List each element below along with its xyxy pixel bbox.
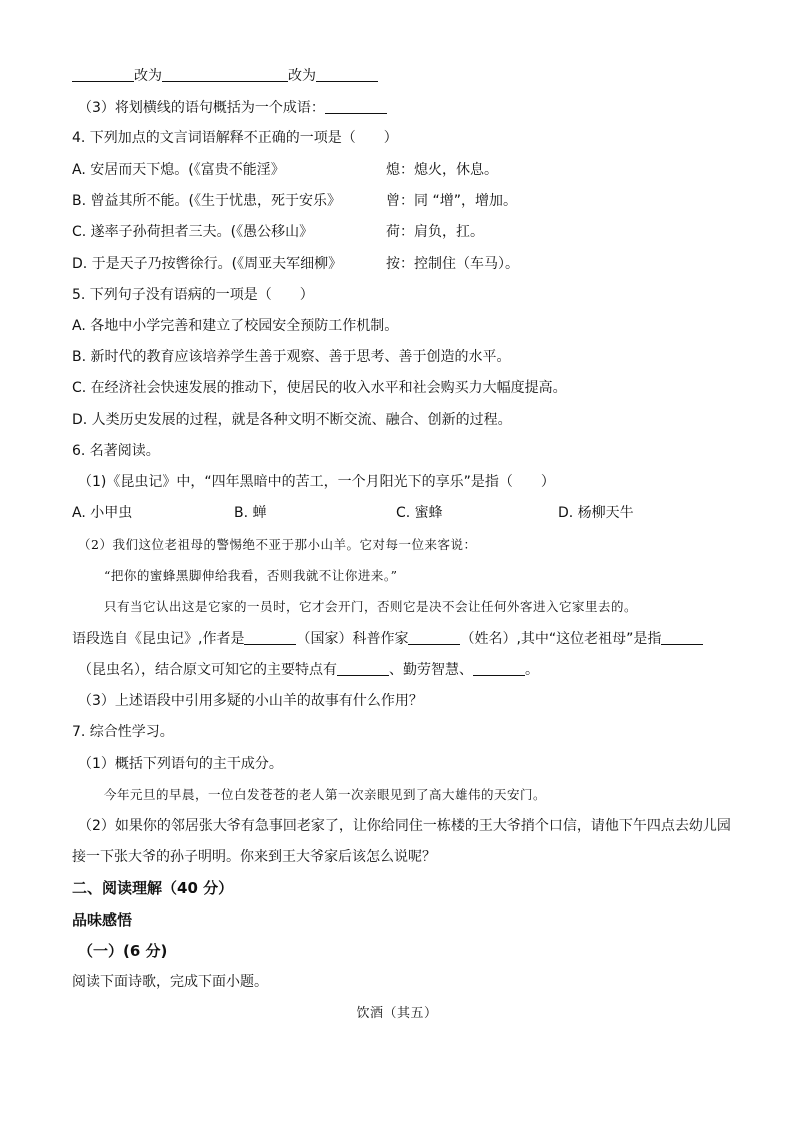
blank bbox=[337, 660, 389, 676]
part-heading: （一）(6 分) bbox=[78, 942, 168, 960]
q4-option-d bbox=[72, 254, 519, 274]
choice-d: D. 杨柳天牛 bbox=[558, 505, 634, 521]
q6-quote: “把你的蜜蜂黑脚伸给我看，否则我就不让你进来。” bbox=[104, 568, 398, 583]
rewrite-line bbox=[72, 66, 378, 86]
option-text: B. 曾益其所不能。(《生于忧患，死于安乐》 bbox=[72, 193, 341, 209]
poem-title: 饮酒（其五） bbox=[356, 1006, 438, 1021]
fill-text: （国家）科普作家 bbox=[296, 631, 409, 647]
rewrite-word: 改为 bbox=[288, 68, 316, 84]
blank bbox=[162, 66, 288, 82]
option-note: 荷：肩负，扛。 bbox=[386, 224, 484, 240]
q5-stem: 5. 下列句子没有语病的一项是（ ） bbox=[72, 287, 314, 303]
fill-text: 语段选自《昆虫记》,作者是 bbox=[72, 631, 245, 647]
blank bbox=[661, 629, 703, 645]
fill-text: （昆虫名），结合原文可知它的主要特点有 bbox=[78, 662, 337, 678]
q4-option-c bbox=[72, 222, 484, 242]
idiom-question bbox=[78, 98, 387, 118]
choice-b: B. 蝉 bbox=[234, 505, 267, 521]
fill-text: 。 bbox=[525, 662, 539, 678]
q6-fill-line2 bbox=[78, 660, 539, 680]
q7-sub1: （1）概括下列语句的主干成分。 bbox=[78, 756, 283, 772]
q6-fill-line1 bbox=[72, 629, 703, 649]
q7-stem: 7. 综合性学习。 bbox=[72, 724, 174, 740]
q6-sub2-lead: （2）我们这位老祖母的警惕绝不亚于那小山羊。它对每一位来客说： bbox=[78, 537, 477, 552]
q4-stem: 4. 下列加点的文言词语解释不正确的一项是（ ） bbox=[72, 130, 398, 146]
rewrite-word: 改为 bbox=[134, 68, 162, 84]
q7-sentence: 今年元旦的早晨，一位白发苍苍的老人第一次亲眼见到了高大雄伟的天安门。 bbox=[104, 787, 547, 802]
q5-option-b: B. 新时代的教育应该培养学生善于观察、善于思考、善于创造的水平。 bbox=[72, 349, 511, 365]
q7-sub2-line1: （2）如果你的邻居张大爷有急事回老家了，让你给同住一栋楼的王大爷捎个口信，请他下午四点去幼儿园 bbox=[78, 818, 731, 834]
option-note: 曾：同 “增”，增加。 bbox=[386, 193, 517, 209]
blank bbox=[244, 629, 296, 645]
blank bbox=[72, 66, 134, 82]
q4-option-a bbox=[72, 160, 498, 180]
q4-option-b bbox=[72, 191, 517, 211]
fill-text: （姓名）,其中“这位老祖母”是指 bbox=[460, 631, 662, 647]
choice-a: A. 小甲虫 bbox=[72, 505, 133, 521]
choice-c: C. 蜜蜂 bbox=[396, 505, 443, 521]
option-note: 按：控制住（车马）。 bbox=[386, 256, 519, 272]
q6-sub3: （3）上述语段中引用多疑的小山羊的故事有什么作用？ bbox=[78, 693, 423, 709]
option-text: D. 于是天子乃按辔徐行。(《周亚夫军细柳》 bbox=[72, 256, 343, 272]
section-subheading: 品味感悟 bbox=[72, 911, 133, 929]
q6-stem: 6. 名著阅读。 bbox=[72, 443, 160, 459]
q5-option-d: D. 人类历史发展的过程，就是各种文明不断交流、融合、创新的过程。 bbox=[72, 412, 512, 428]
fill-text: 、勤劳智慧、 bbox=[389, 662, 473, 678]
blank bbox=[408, 629, 460, 645]
option-text: A. 安居而天下熄。(《富贵不能淫》 bbox=[72, 162, 285, 178]
option-note: 熄：熄火，休息。 bbox=[386, 162, 498, 178]
idiom-question-text: （3）将划横线的语句概括为一个成语： bbox=[78, 100, 325, 116]
q7-sub2-line2: 接一下张大爷的孙子明明。你来到王大爷家后该怎么说呢？ bbox=[72, 849, 436, 865]
section-heading: 二、阅读理解（40 分） bbox=[72, 879, 234, 897]
q5-option-a: A. 各地中小学完善和建立了校园安全预防工作机制。 bbox=[72, 318, 399, 334]
blank bbox=[473, 660, 525, 676]
q6-quote-follow: 只有当它认出这是它家的一员时，它才会开门，否则它是决不会让任何外客进入它家里去的。 bbox=[104, 599, 638, 614]
q5-option-c: C. 在经济社会快速发展的推动下，使居民的收入水平和社会购买力大幅度提高。 bbox=[72, 380, 567, 396]
q6-sub1: （1)《昆虫记》中，“四年黑暗中的苦工，一个月阳光下的享乐”是指（ ） bbox=[78, 474, 555, 490]
option-text: C. 遂率子孙荷担者三夫。(《愚公移山》 bbox=[72, 224, 314, 240]
blank bbox=[316, 66, 378, 82]
blank bbox=[325, 98, 387, 114]
reading-instruction: 阅读下面诗歌，完成下面小题。 bbox=[72, 974, 268, 990]
